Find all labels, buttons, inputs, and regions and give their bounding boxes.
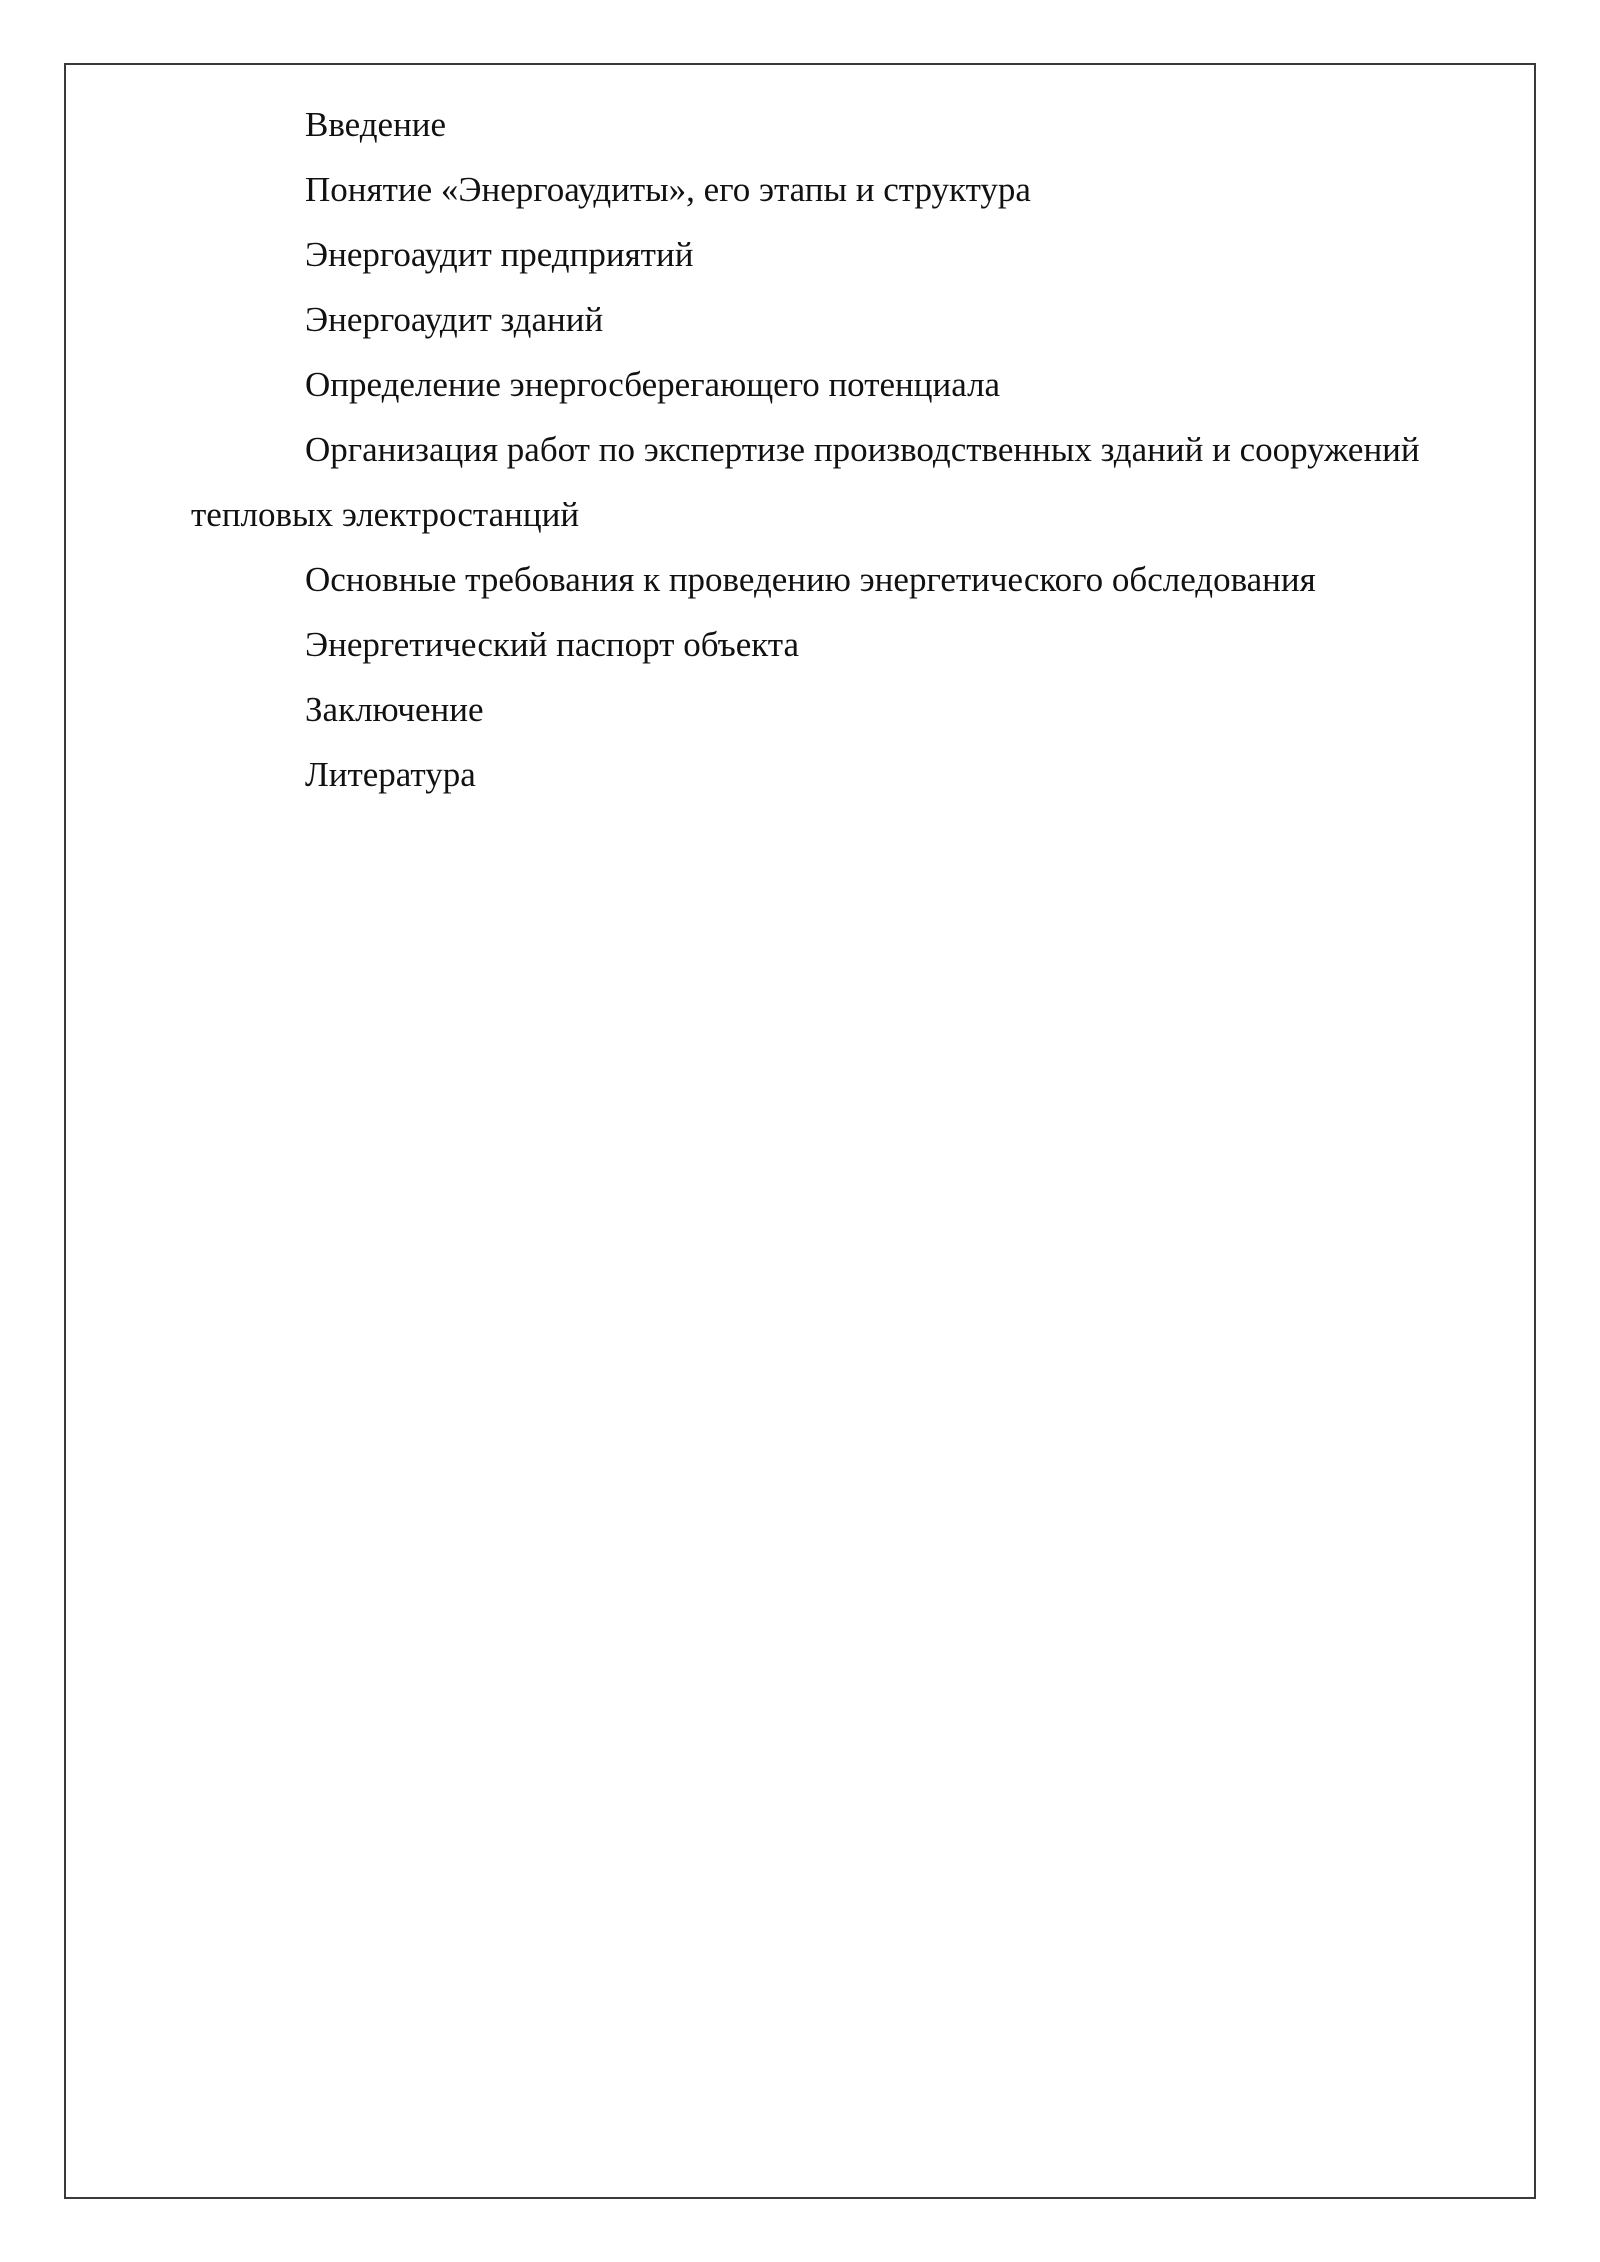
toc-item-enterprise-audit: Энергоаудит предприятий (305, 235, 694, 274)
toc-item-survey-requirements: Основные требования к проведению энергетического обследования (305, 560, 1316, 599)
toc-item-literature: Литература (305, 755, 476, 794)
toc-item-building-audit: Энергоаудит зданий (305, 300, 604, 339)
toc-item-energy-audit-concept: Понятие «Энергоаудиты», его этапы и структура (305, 170, 1031, 209)
toc-item-expertise-organization: Организация работ по экспертизе производственных зданий и сооружений тепловых электростанций (191, 430, 1420, 534)
table-of-contents (191, 92, 1491, 807)
toc-item-conclusion: Заключение (305, 690, 484, 729)
toc-item-energy-passport: Энергетический паспорт объекта (305, 625, 800, 664)
toc-item-saving-potential: Определение энергосберегающего потенциала (305, 365, 1001, 404)
toc-item-introduction: Введение (305, 105, 447, 144)
